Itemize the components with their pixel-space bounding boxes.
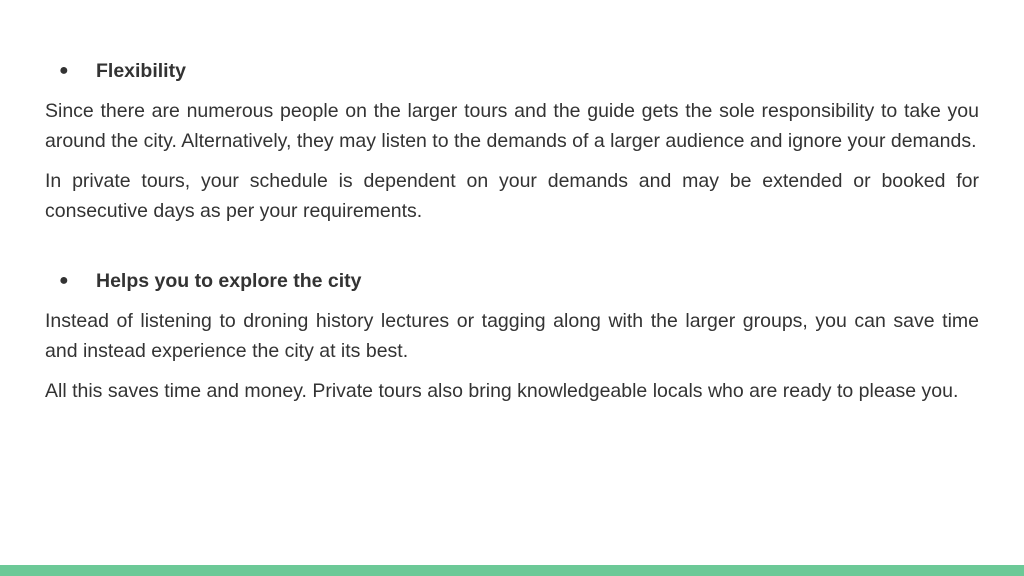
paragraph: All this saves time and money. Private tours also bring knowledgeable locals who are ready to please you. xyxy=(45,380,959,402)
section-spacer xyxy=(45,237,979,266)
paragraph: Instead of listening to droning history lectures or tagging along with the larger groups, you can save time and instead experience the city at its best. xyxy=(45,310,979,362)
bullet-heading-explore-city xyxy=(45,266,979,296)
bullet-heading-flexibility xyxy=(45,56,979,86)
paragraph: Since there are numerous people on the larger tours and the guide gets the sole responsibility to take you around the city. Alternatively, they may listen to the demands of a larger audience and ignore your demands. xyxy=(45,100,979,152)
paragraph: In private tours, your schedule is dependent on your demands and may be extended or booked for consecutive days as per your requirements. xyxy=(45,170,979,222)
bullet-point-icon: ● xyxy=(59,272,69,289)
section-heading: Flexibility xyxy=(96,59,186,82)
section-heading: Helps you to explore the city xyxy=(96,269,362,292)
bullet-point-icon: ● xyxy=(59,62,69,79)
slide-content xyxy=(45,56,979,418)
footer-accent-bar xyxy=(0,565,1024,576)
